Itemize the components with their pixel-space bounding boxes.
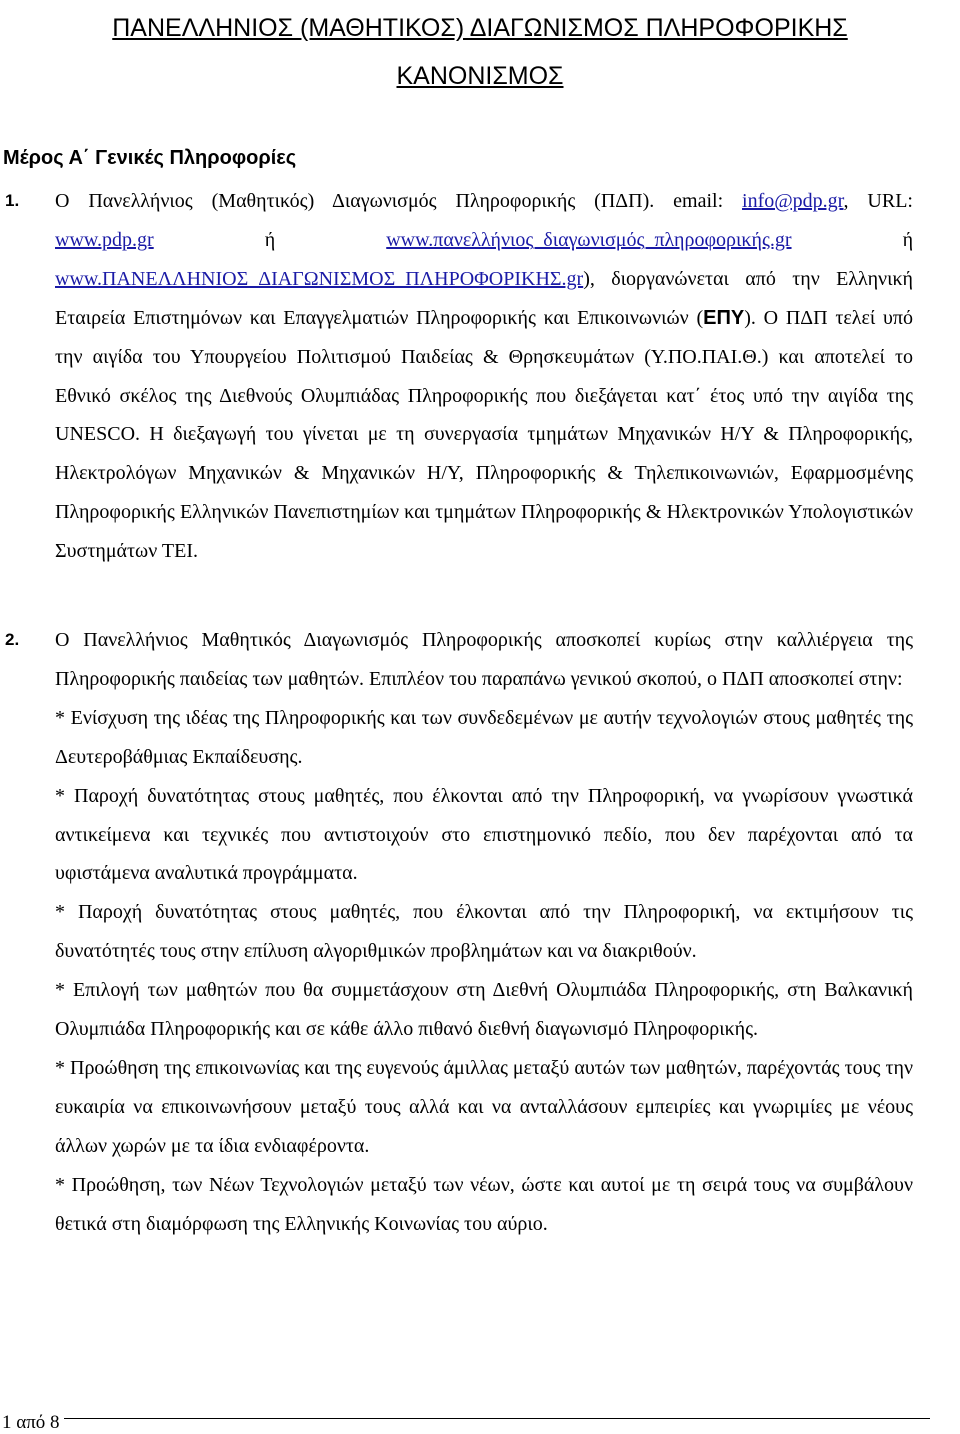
footer-rule [30,1418,930,1419]
section-heading: Μέρος Α΄ Γενικές Πληροφορίες [3,147,297,169]
url-link-greek-upper[interactable]: www.ΠΑΝΕΛΛΗΝΙΟΣ_ΔΙΑΓΩΝΙΣΜΟΣ_ΠΛΗΡΟΦΟΡΙΚΗΣ.gr [55,267,584,290]
item-number-1: 1. [5,191,20,210]
url-link-greek-lower[interactable]: www.πανελλήνιος_διαγωνισμός_πληροφορικής.gr [386,228,792,251]
item-number-2: 2. [5,630,20,649]
paragraph-1: Ο Πανελλήνιος (Μαθητικός) Διαγωνισμός Πληροφορικής (ΠΔΠ). email: info@pdp.gr, URL: www.pdp.gr ή www.πανελλήνιος_διαγωνισμός_πληροφορικής.gr ή www.ΠΑΝΕΛΛΗΝΙΟΣ_ΔΙΑΓΩΝΙΣΜΟΣ_ΠΛΗΡΟΦΟΡΙΚΗΣ.gr), διοργανώνεται από την Ελληνική Εταιρεία Επιστημόνων και Επαγγελματιών Πληροφορικής και Επικοινωνιών (ΕΠΥ). Ο ΠΔΠ τελεί υπό την αιγίδα του Υπουργείου Πολιτισμού Παιδείας & Θρησκευμάτων (Υ.ΠΟ.ΠΑΙ.Θ.) και αποτελεί το Εθνικό σκέλος της Διεθνούς Ολυμπιάδας Πληροφορικής που διεξάγεται κατ΄ έτος υπό την αιγίδα της UNESCO. Η διεξαγωγή του γίνεται με τη συνεργασία τμημάτων Μηχανικών Η/Υ & Πληροφορικής, Ηλεκτρολόγων Μηχανικών & Μηχανικών Η/Υ, Πληροφορικής & Τηλεπικοινωνιών, Εφαρμοσμένης Πληροφορικής Ελληνικών Πανεπιστημίων και τμημάτων Πληροφορικής & Ηλεκτρονικών Υπολογιστικών Συστημάτων ΤΕΙ. [55,182,913,571]
bullet-item: * Προώθηση της επικοινωνίας και της ευγενούς άμιλλας μεταξύ αυτών των μαθητών, παρέχοντάς τους την ευκαιρία να επικοινωνήσουν μεταξύ τους αλλά και να ανταλλάσουν εμπειρίες και γνωριμίες με νέους άλλων χωρών με τα ίδια ενδιαφέροντα. [55,1056,913,1157]
url-link-pdp[interactable]: www.pdp.gr [55,228,154,251]
bullet-item: * Επιλογή των μαθητών που θα συμμετάσχουν στη Διεθνή Ολυμπιάδα Πληροφορικής, στη Βαλκανική Ολυμπιάδα Πληροφορικής και σε κάθε άλλο πιθανό διεθνή διαγωνισμό Πληροφορικής. [55,979,913,1041]
paragraph-1-url-line: www.pdp.gr ή www.πανελλήνιος_διαγωνισμός_πληροφορικής.gr ή [55,228,914,251]
epy-acronym: ΕΠΥ [703,306,745,329]
document-title: ΠΑΝΕΛΛΗΝΙΟΣ (ΜΑΘΗΤΙΚΟΣ) ΔΙΑΓΩΝΙΣΜΟΣ ΠΛΗΡΟΦΟΡΙΚΗΣ [112,14,848,42]
bullet-item: * Ενίσχυση της ιδέας της Πληροφορικής και των συνδεδεμένων με αυτήν τεχνολογιών στους μαθητές της Δευτεροβάθμιας Εκπαίδευσης. [55,706,913,768]
bullet-item: * Παροχή δυνατότητας στους μαθητές, που έλκονται από την Πληροφορική, να γνωρίσουν γνωστικά αντικείμενα και τεχνικές που αντιστοιχούν στο επιστημονικό πεδίο, που δεν παρέχονται από τα υφιστάμενα αναλυτικά προγράμματα. [55,784,913,885]
bullet-item: * Προώθηση, των Νέων Τεχνολογιών μεταξύ των νέων, ώστε και αυτοί με τη σειρά τους να συμβάλουν θετικά στη διαμόρφωση της Ελληνικής Κοινωνίας του αύριο. [55,1173,913,1235]
paragraph-2 [55,621,913,1244]
page-number: 1 από 8 [2,1412,64,1434]
paragraph-2-intro: Ο Πανελλήνιος Μαθητικός Διαγωνισμός Πληροφορικής αποσκοπεί κυρίως στην καλλιέργεια της Πληροφορικής παιδείας των μαθητών. Επιπλέον του παραπάνω γενικού σκοπού, ο ΠΔΠ αποσκοπεί στην: [55,629,913,690]
document-subtitle: ΚΑΝΟΝΙΣΜΟΣ [396,62,564,90]
bullet-item: * Παροχή δυνατότητας στους μαθητές, που έλκονται από την Πληροφορική, να εκτιμήσουν τις δυνατότητές τους στην επίλυση αλγοριθμικών προβλημάτων και να διακριθούν. [55,901,913,963]
email-link[interactable]: info@pdp.gr [742,190,844,212]
paragraph-1-first-line: Ο Πανελλήνιος (Μαθητικός) Διαγωνισμός Πληροφορικής (ΠΔΠ). email: info@pdp.gr, URL: [55,190,913,212]
